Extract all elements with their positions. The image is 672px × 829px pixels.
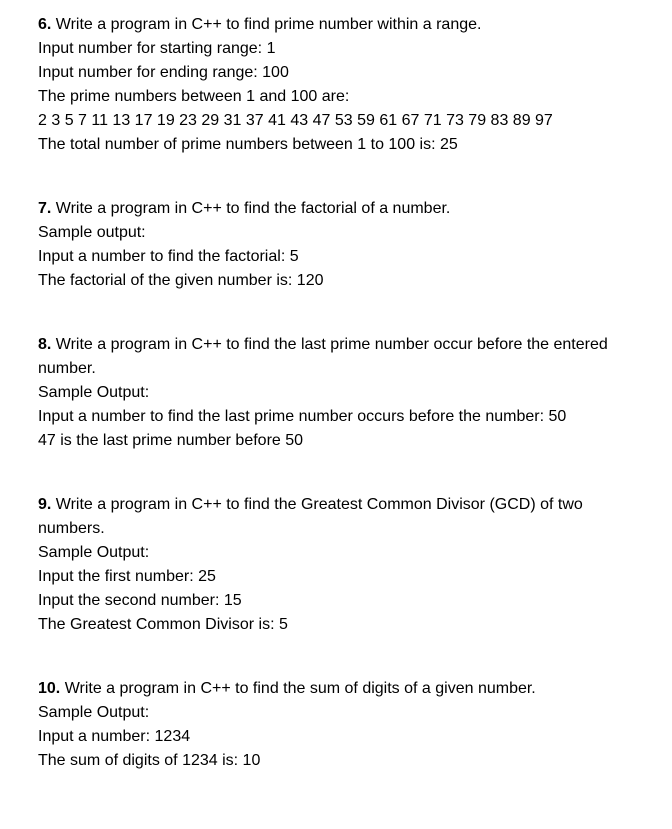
output-line: Input a number to find the factorial: 5 <box>38 248 299 265</box>
output-line: The sum of digits of 1234 is: 10 <box>38 752 261 769</box>
exercise-8 <box>38 333 664 453</box>
output-line: Sample Output: <box>38 384 150 401</box>
output-line: 2 3 5 7 11 13 17 19 23 29 31 37 41 43 47 53 59 61 67 71 73 79 83 89 97 <box>38 112 553 129</box>
output-line: Input a number: 1234 <box>38 728 191 745</box>
exercise-6 <box>38 13 664 157</box>
exercise-number: 10. <box>38 680 61 697</box>
exercise-number: 9. <box>38 496 52 513</box>
exercise-title-continued: number. <box>38 360 96 377</box>
output-line: Sample Output: <box>38 704 150 721</box>
exercise-number: 7. <box>38 200 52 217</box>
output-line: Sample Output: <box>38 544 150 561</box>
exercise-title-text: Write a program in C++ to find the factorial of a number. <box>51 200 451 217</box>
output-line: The prime numbers between 1 and 100 are: <box>38 88 350 105</box>
output-line: The total number of prime numbers between 1 to 100 is: 25 <box>38 136 458 153</box>
output-line: Input the second number: 15 <box>38 592 242 609</box>
exercise-9 <box>38 493 664 637</box>
output-line: Sample output: <box>38 224 146 241</box>
exercise-title <box>38 677 664 701</box>
output-line: Input a number to find the last prime number occurs before the number: 50 <box>38 408 567 425</box>
exercise-title <box>38 13 664 37</box>
exercise-7 <box>38 197 664 293</box>
exercise-10 <box>38 677 664 773</box>
exercise-title-text: Write a program in C++ to find the sum of digits of a given number. <box>60 680 536 697</box>
exercise-title <box>38 333 664 357</box>
exercise-title <box>38 197 664 221</box>
exercise-title <box>38 493 664 517</box>
output-line: Input the first number: 25 <box>38 568 216 585</box>
exercise-title-text: Write a program in C++ to find the last prime number occur before the entered <box>51 336 608 353</box>
document-page <box>38 13 664 773</box>
exercise-number: 8. <box>38 336 52 353</box>
exercise-title-continued: numbers. <box>38 520 105 537</box>
output-line: Input number for ending range: 100 <box>38 64 289 81</box>
output-line: Input number for starting range: 1 <box>38 40 276 57</box>
output-line: 47 is the last prime number before 50 <box>38 432 304 449</box>
exercise-title-text: Write a program in C++ to find the Greatest Common Divisor (GCD) of two <box>51 496 583 513</box>
output-line: The Greatest Common Divisor is: 5 <box>38 616 288 633</box>
exercise-title-text: Write a program in C++ to find prime number within a range. <box>51 16 482 33</box>
exercise-number: 6. <box>38 16 52 33</box>
output-line: The factorial of the given number is: 120 <box>38 272 324 289</box>
